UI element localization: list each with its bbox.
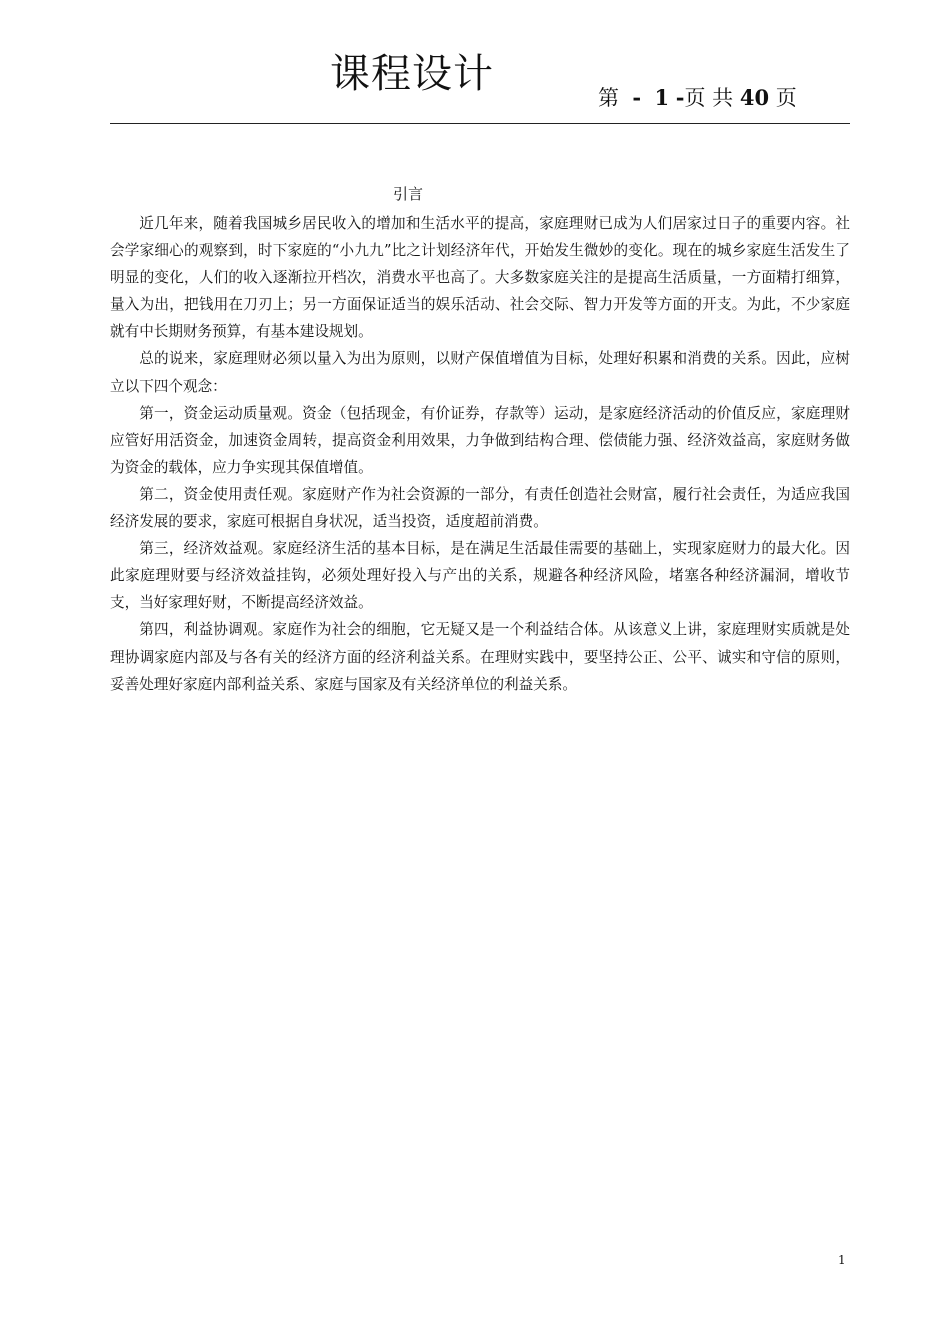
page-info-mid: 页 共 — [684, 86, 734, 110]
page-info-total: 40 — [739, 85, 770, 110]
body-text — [110, 210, 850, 698]
paragraph: 近几年来，随着我国城乡居民收入的增加和生活水平的提高，家庭理财已成为人们居家过日子的重要内容。社会学家细心的观察到，时下家庭的“小九九”比之计划经济年代，开始发生微妙的变化。现在的城乡家庭生活发生了明显的变化，人们的收入逐渐拉开档次，消费水平也高了。大多数家庭关注的是提高生活质量，一方面精打细算，量入为出，把钱用在刀刃上；另一方面保证适当的娱乐活动、社会交际、智力开发等方面的开支。为此，不少家庭就有中长期财务预算，有基本建设规划。 — [110, 215, 850, 341]
page-info-dash-left: - — [632, 85, 642, 110]
paragraph: 第一，资金运动质量观。资金（包括现金，有价证券，存款等）运动，是家庭经济活动的价值反应，家庭理财应管好用活资金，加速资金周转，提高资金利用效果，力争做到结构合理、偿债能力强、经济效益高，家庭财务做为资金的载体，应力争实现其保值增值。 — [110, 404, 850, 476]
page-info-prefix: 第 — [598, 86, 619, 110]
paragraph: 总的说来，家庭理财必须以量入为出为原则，以财产保值增值为目标，处理好积累和消费的关系。因此，应树立以下四个观念： — [110, 350, 850, 395]
page-info-dash-right: - — [675, 85, 685, 110]
header-divider — [110, 123, 850, 124]
page-info-suffix: 页 — [775, 86, 797, 110]
section-heading: 引言 — [393, 185, 424, 203]
paragraph: 第四，利益协调观。家庭作为社会的细胞，它无疑又是一个利益结合体。从该意义上讲，家庭理财实质就是处理协调家庭内部及与各有关的经济方面的经济利益关系。在理财实践中，要坚持公正、公平、诚实和守信的原则，妥善处理好家庭内部利益关系、家庭与国家及有关经济单位的利益关系。 — [110, 621, 850, 693]
page-info-current: 1 — [654, 85, 670, 110]
header-page-info — [598, 84, 797, 112]
paragraph: 第二，资金使用责任观。家庭财产作为社会资源的一部分，有责任创造社会财富，履行社会责任，为适应我国经济发展的要求，家庭可根据自身状况，适当投资，适度超前消费。 — [110, 485, 850, 531]
paragraph: 第三，经济效益观。家庭经济生活的基本目标，是在满足生活最佳需要的基础上，实现家庭财力的最大化。因此家庭理财要与经济效益挂钩，必须处理好投入与产出的关系，规避各种经济风险，堵塞各种经济漏洞，增收节支，当好家理好财，不断提高经济效益。 — [110, 540, 850, 612]
footer-page-number: 1 — [838, 1253, 846, 1267]
header-title: 课程设计 — [330, 51, 494, 97]
